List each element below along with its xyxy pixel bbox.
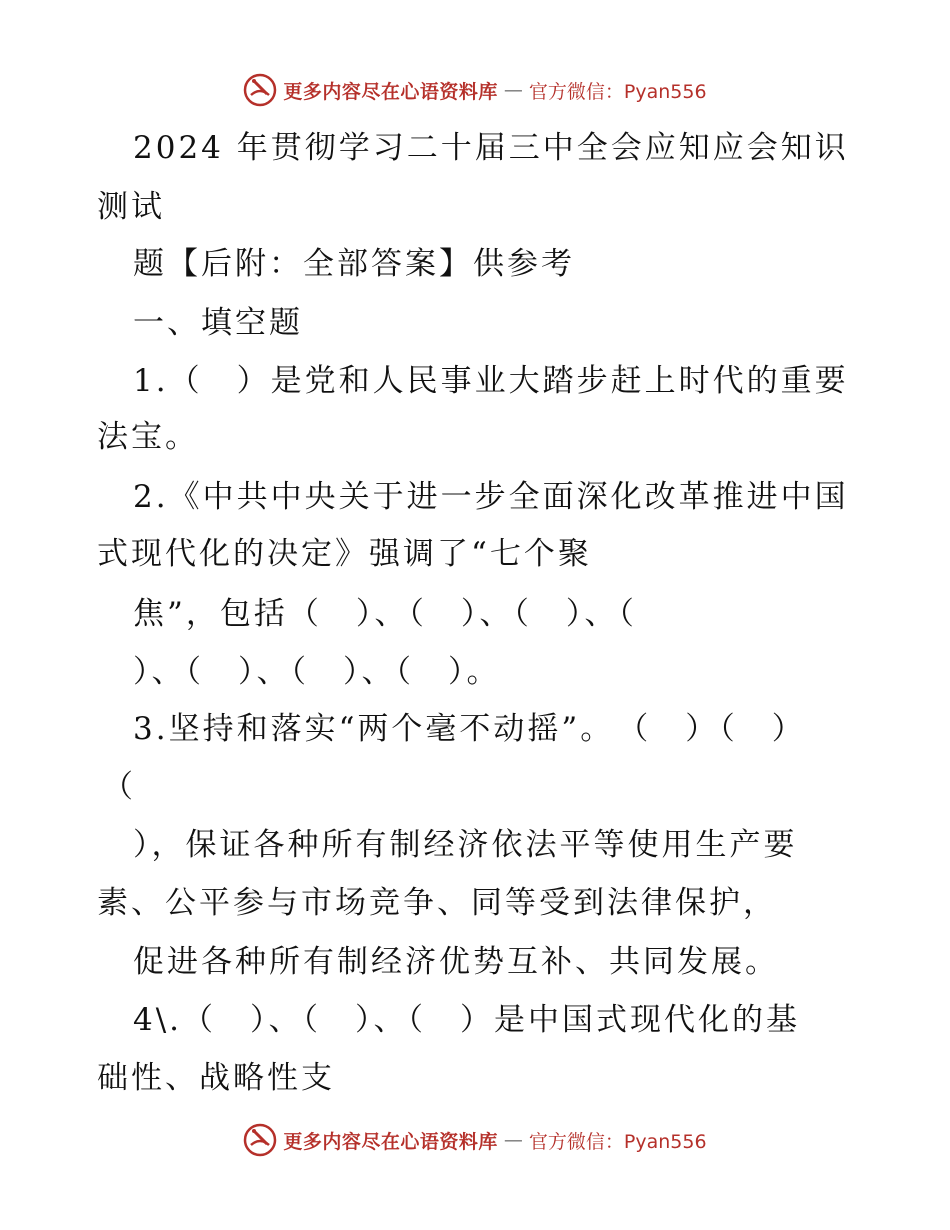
question-2-line-3: 焦”，包括（ ）、（ ）、（ ）、（ <box>133 596 637 632</box>
book-pen-logo-icon <box>243 1123 277 1157</box>
watermark-contact: 官方微信：Pyan556 <box>528 1130 707 1153</box>
question-3-line-4: 素、公平参与市场竞争、同等受到法律保护， <box>97 885 777 921</box>
watermark-separator: — <box>503 79 523 101</box>
watermark-text: 更多内容尽在心语资料库 <box>283 1130 498 1153</box>
question-4-line-2: 础性、战略性支 <box>97 1060 335 1096</box>
section-heading: 一、填空题 <box>133 305 303 341</box>
watermark-text: 更多内容尽在心语资料库 <box>283 80 498 103</box>
question-3-line-3: ），保证各种所有制经济依法平等使用生产要 <box>133 827 798 863</box>
book-pen-logo-icon <box>243 73 277 107</box>
question-2-line-2: 式现代化的决定》强调了“七个聚 <box>97 536 592 572</box>
question-4-line-1: 4\.（ ）、（ ）、（ ）是中国式现代化的基 <box>133 1002 801 1038</box>
question-2-line-4: ）、（ ）、（ ）、（ ）。 <box>133 654 501 690</box>
question-3-line-2: （ <box>102 769 136 805</box>
doc-title-line-2: 测试 <box>97 189 165 225</box>
watermark-banner-top <box>0 70 950 110</box>
question-3-line-5: 促进各种所有制经济优势互补、共同发展。 <box>133 944 779 980</box>
question-3-line-1: 3.坚持和落实“两个毫不动摇”。 （ ）（ ） <box>133 711 806 747</box>
question-1-line-1: 1.（ ）是党和人民事业大踏步赶上时代的重要 <box>133 363 849 399</box>
question-1-line-2: 法宝。 <box>97 419 199 455</box>
doc-title-line-3: 题【后附：全部答案】供参考 <box>133 246 575 282</box>
watermark-banner-bottom <box>0 1120 950 1160</box>
watermark-contact: 官方微信：Pyan556 <box>528 80 707 103</box>
question-2-line-1: 2.《中共中央关于进一步全面深化改革推进中国 <box>133 479 849 515</box>
watermark-separator: — <box>503 1129 523 1151</box>
doc-title-line-1: 2024 年贯彻学习二十届三中全会应知应会知识 <box>133 130 849 166</box>
